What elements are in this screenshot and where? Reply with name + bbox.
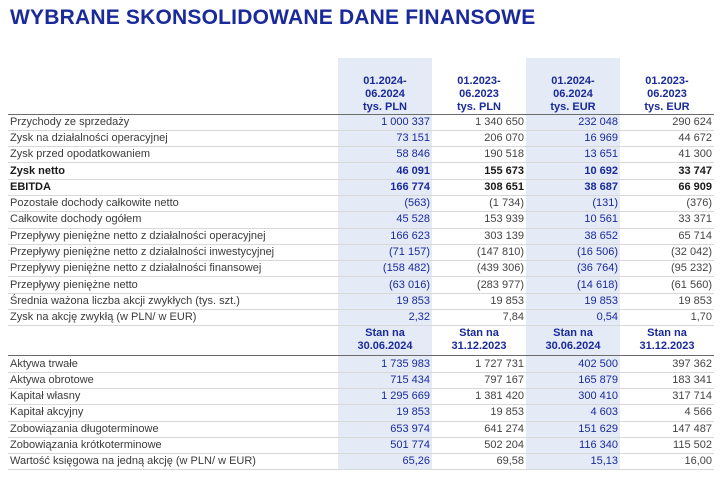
balance-sheet-header-row (8, 326, 714, 356)
cell-value: 501 774 (338, 437, 432, 453)
cell-value: 10 692 (526, 163, 620, 179)
cell-value: 166 774 (338, 179, 432, 195)
cell-value: 33 371 (620, 212, 714, 228)
cell-value: 4 603 (526, 405, 620, 421)
cell-value: (283 977) (432, 277, 526, 293)
cell-value: (95 232) (620, 261, 714, 277)
cell-value: 45 528 (338, 212, 432, 228)
subheader-label-blank (8, 326, 338, 356)
cell-value: 73 151 (338, 130, 432, 146)
row-label: Zysk netto (8, 163, 338, 179)
cell-value: (147 810) (432, 244, 526, 260)
cell-value: 641 274 (432, 421, 526, 437)
cell-value: 303 139 (432, 228, 526, 244)
cell-value: 1 000 337 (338, 114, 432, 130)
cell-value: (131) (526, 195, 620, 211)
cell-value: (36 764) (526, 261, 620, 277)
cell-value: 308 651 (432, 179, 526, 195)
row-label: Zysk na działalności operacyjnej (8, 130, 338, 146)
cell-value: (439 306) (432, 261, 526, 277)
cell-value: 19 853 (432, 293, 526, 309)
table-row-current-assets (8, 372, 714, 388)
cell-value: 65,26 (338, 454, 432, 470)
cell-value: 317 714 (620, 388, 714, 404)
cell-value: 1 735 983 (338, 356, 432, 372)
row-label: Aktywa trwałe (8, 356, 338, 372)
col-subheader-2024-eur: Stan na 30.06.2024 (526, 326, 620, 356)
row-label: Całkowite dochody ogółem (8, 212, 338, 228)
row-label: Aktywa obrotowe (8, 372, 338, 388)
cell-value: (71 157) (338, 244, 432, 260)
col-header-2023-pln: 01.2023- 06.2023 tys. PLN (432, 58, 526, 114)
row-label: Przychody ze sprzedaży (8, 114, 338, 130)
cell-value: 290 624 (620, 114, 714, 130)
cell-value: 19 853 (620, 293, 714, 309)
cell-value: (61 560) (620, 277, 714, 293)
cell-value: 69,58 (432, 454, 526, 470)
cell-value: 33 747 (620, 163, 714, 179)
row-label: Zysk przed opodatkowaniem (8, 147, 338, 163)
row-label: Przepływy pieniężne netto z działalności operacyjnej (8, 228, 338, 244)
cell-value: 153 939 (432, 212, 526, 228)
cell-value: 38 652 (526, 228, 620, 244)
cell-value: 797 167 (432, 372, 526, 388)
page-title: WYBRANE SKONSOLIDOWANE DANE FINANSOWE (10, 6, 536, 29)
cell-value: 19 853 (338, 293, 432, 309)
row-label: Wartość księgowa na jedną akcję (w PLN/ w EUR) (8, 454, 338, 470)
cell-value: (158 482) (338, 261, 432, 277)
table-row-short-term-liabilities (8, 437, 714, 453)
cell-value: 1 340 650 (432, 114, 526, 130)
col-subheader-2023-eur: Stan na 31.12.2023 (620, 326, 714, 356)
cell-value: (563) (338, 195, 432, 211)
cell-value: 1 381 420 (432, 388, 526, 404)
table-row-cf-net (8, 277, 714, 293)
col-header-2024-pln: 01.2024- 06.2024 tys. PLN (338, 58, 432, 114)
cell-value: 15,13 (526, 454, 620, 470)
cell-value: 402 500 (526, 356, 620, 372)
cell-value: 19 853 (338, 405, 432, 421)
row-label: Przepływy pieniężne netto z działalności finansowej (8, 261, 338, 277)
table-row-other-income (8, 195, 714, 211)
table-row-total-income (8, 212, 714, 228)
row-label: Przepływy pieniężne netto z działalności inwestycyjnej (8, 244, 338, 260)
cell-value: 166 623 (338, 228, 432, 244)
table-row-ebitda (8, 179, 714, 195)
cell-value: 206 070 (432, 130, 526, 146)
cell-value: 115 502 (620, 437, 714, 453)
cell-value: 1 727 731 (432, 356, 526, 372)
table-row-book-value-per-share (8, 454, 714, 470)
cell-value: (16 506) (526, 244, 620, 260)
cell-value: 7,84 (432, 310, 526, 326)
cell-value: 19 853 (432, 405, 526, 421)
table-row-operating-profit (8, 130, 714, 146)
cell-value: (63 016) (338, 277, 432, 293)
col-header-2023-eur: 01.2023- 06.2023 tys. EUR (620, 58, 714, 114)
cell-value: 65 714 (620, 228, 714, 244)
cell-value: 38 687 (526, 179, 620, 195)
cell-value: 715 434 (338, 372, 432, 388)
cell-value: 151 629 (526, 421, 620, 437)
cell-value: 16 969 (526, 130, 620, 146)
cell-value: 16,00 (620, 454, 714, 470)
cell-value: (32 042) (620, 244, 714, 260)
table-row-cf-investing (8, 244, 714, 260)
table-row-share-capital (8, 405, 714, 421)
table-row-cf-financing (8, 261, 714, 277)
cell-value: 46 091 (338, 163, 432, 179)
table-row-eps (8, 310, 714, 326)
cell-value: 4 566 (620, 405, 714, 421)
cell-value: 44 672 (620, 130, 714, 146)
cell-value: (376) (620, 195, 714, 211)
cell-value: 66 909 (620, 179, 714, 195)
cell-value: 58 846 (338, 147, 432, 163)
cell-value: 190 518 (432, 147, 526, 163)
table-row-fixed-assets (8, 356, 714, 372)
cell-value: 19 853 (526, 293, 620, 309)
cell-value: 1 295 669 (338, 388, 432, 404)
cell-value: 13 651 (526, 147, 620, 163)
row-label: EBITDA (8, 179, 338, 195)
cell-value: 10 561 (526, 212, 620, 228)
cell-value: 397 362 (620, 356, 714, 372)
row-label: Przepływy pieniężne netto (8, 277, 338, 293)
cell-value: 653 974 (338, 421, 432, 437)
cell-value: 147 487 (620, 421, 714, 437)
cell-value: 155 673 (432, 163, 526, 179)
cell-value: (1 734) (432, 195, 526, 211)
cell-value: 2,32 (338, 310, 432, 326)
row-label: Kapitał własny (8, 388, 338, 404)
row-label: Zobowiązania długoterminowe (8, 421, 338, 437)
row-label: Zobowiązania krótkoterminowe (8, 437, 338, 453)
col-subheader-2023-pln: Stan na 31.12.2023 (432, 326, 526, 356)
table-row-net-profit (8, 163, 714, 179)
financial-table (8, 58, 714, 470)
table-row-cf-operating (8, 228, 714, 244)
cell-value: 232 048 (526, 114, 620, 130)
cell-value: 41 300 (620, 147, 714, 163)
cell-value: 165 879 (526, 372, 620, 388)
col-subheader-2024-pln: Stan na 30.06.2024 (338, 326, 432, 356)
row-label: Kapitał akcyjny (8, 405, 338, 421)
cell-value: 300 410 (526, 388, 620, 404)
table-row-profit-before-tax (8, 147, 714, 163)
header-label-blank (8, 58, 338, 114)
row-label: Pozostałe dochody całkowite netto (8, 195, 338, 211)
row-label: Zysk na akcję zwykłą (w PLN/ w EUR) (8, 310, 338, 326)
table-row-long-term-liabilities (8, 421, 714, 437)
cell-value: 0,54 (526, 310, 620, 326)
table-row-shares (8, 293, 714, 309)
col-header-2024-eur: 01.2024- 06.2024 tys. EUR (526, 58, 620, 114)
cell-value: 502 204 (432, 437, 526, 453)
cell-value: 116 340 (526, 437, 620, 453)
row-label: Średnia ważona liczba akcji zwykłych (tys. szt.) (8, 293, 338, 309)
cell-value: 183 341 (620, 372, 714, 388)
cell-value: 1,70 (620, 310, 714, 326)
table-row-revenue (8, 114, 714, 130)
cell-value: (14 618) (526, 277, 620, 293)
table-row-equity (8, 388, 714, 404)
